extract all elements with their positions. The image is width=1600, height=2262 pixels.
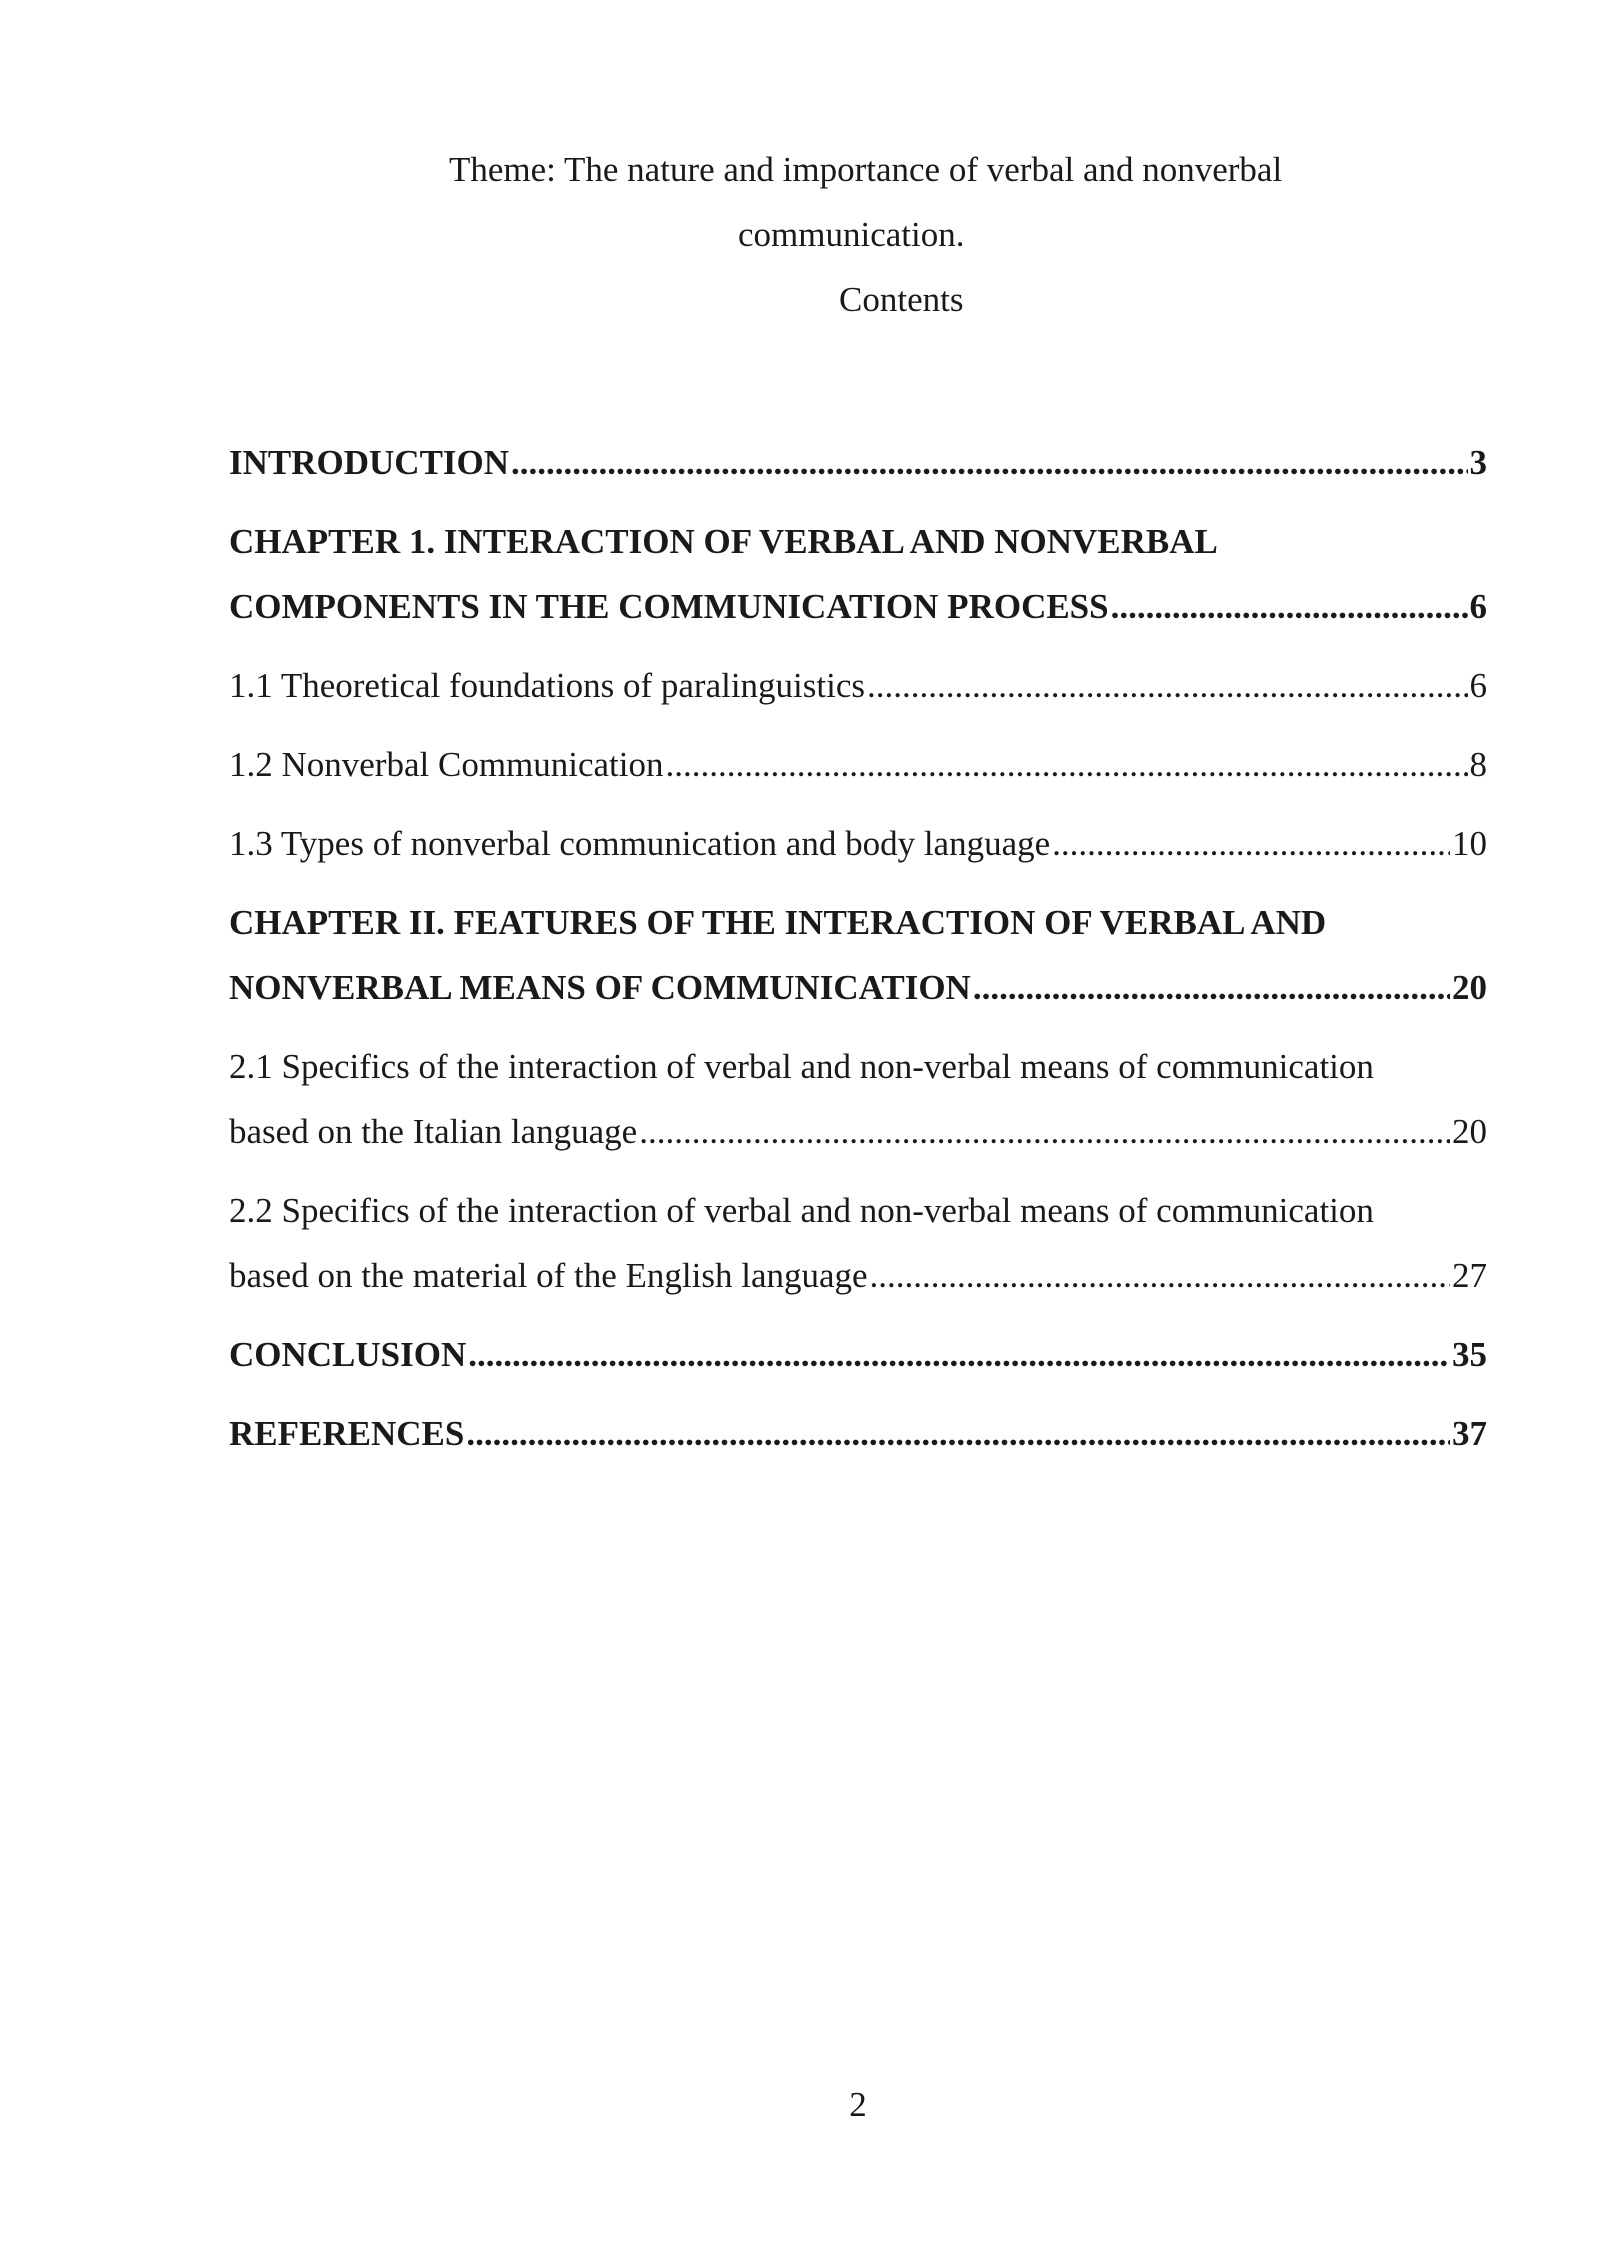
contents-heading: Contents bbox=[839, 280, 964, 319]
toc-entry-title: INTRODUCTION bbox=[229, 443, 510, 482]
toc-entry-text-line: 2.1 Specifics of the interaction of verbal and non-verbal means of communication bbox=[229, 1047, 1374, 1086]
toc-page-number: 35 bbox=[1452, 1335, 1487, 1374]
toc-entry[interactable] bbox=[229, 1322, 1487, 1387]
toc-entry-title: CONCLUSION bbox=[229, 1335, 467, 1374]
theme-title-line-2: communication. bbox=[738, 215, 965, 254]
toc-entry-title: 1.1 Theoretical foundations of paralinguistics bbox=[229, 666, 865, 705]
toc-entry[interactable] bbox=[229, 653, 1487, 718]
toc-page-number: 6 bbox=[1469, 587, 1487, 626]
toc-entry-text-line: 2.2 Specifics of the interaction of verbal and non-verbal means of communication bbox=[229, 1191, 1374, 1230]
toc-entry[interactable] bbox=[229, 430, 1487, 495]
toc-page-number: 3 bbox=[1469, 443, 1487, 482]
toc-entry[interactable] bbox=[229, 1401, 1487, 1466]
dot-leader bbox=[468, 1322, 1450, 1387]
toc-entry[interactable] bbox=[229, 509, 1487, 639]
toc-page-number: 10 bbox=[1452, 824, 1487, 863]
table-of-contents bbox=[229, 430, 1487, 1480]
dot-leader bbox=[867, 653, 1468, 718]
toc-entry-text-line: CHAPTER II. FEATURES OF THE INTERACTION OF VERBAL AND bbox=[229, 903, 1327, 942]
toc-entry[interactable] bbox=[229, 811, 1487, 876]
toc-entry[interactable] bbox=[229, 890, 1487, 1020]
dot-leader bbox=[639, 1099, 1450, 1164]
toc-entry-title: based on the Italian language bbox=[229, 1112, 638, 1151]
toc-entry-title: COMPONENTS IN THE COMMUNICATION PROCESS bbox=[229, 587, 1109, 626]
dot-leader bbox=[1111, 574, 1468, 639]
toc-page-number: 20 bbox=[1452, 1112, 1487, 1151]
toc-entry-title: REFERENCES bbox=[229, 1414, 465, 1453]
dot-leader bbox=[466, 1401, 1450, 1466]
theme-title-line-1: Theme: The nature and importance of verbal and nonverbal bbox=[449, 150, 1283, 189]
toc-entry-text-line: CHAPTER 1. INTERACTION OF VERBAL AND NONVERBAL bbox=[229, 522, 1218, 561]
toc-entry[interactable] bbox=[229, 1178, 1487, 1308]
toc-page-number: 6 bbox=[1469, 666, 1487, 705]
toc-entry-title: based on the material of the English language bbox=[229, 1256, 868, 1295]
toc-entry-title: NONVERBAL MEANS OF COMMUNICATION bbox=[229, 968, 971, 1007]
dot-leader bbox=[666, 732, 1468, 797]
toc-page-number: 8 bbox=[1469, 745, 1487, 784]
page-number: 2 bbox=[849, 2085, 867, 2124]
toc-page-number: 27 bbox=[1452, 1256, 1487, 1295]
dot-leader bbox=[511, 430, 1467, 495]
toc-entry[interactable] bbox=[229, 732, 1487, 797]
dot-leader bbox=[870, 1243, 1450, 1308]
toc-entry-title: 1.3 Types of nonverbal communication and body language bbox=[229, 824, 1051, 863]
toc-entry[interactable] bbox=[229, 1034, 1487, 1164]
dot-leader bbox=[973, 955, 1450, 1020]
dot-leader bbox=[1052, 811, 1450, 876]
toc-page-number: 37 bbox=[1452, 1414, 1487, 1453]
toc-entry-title: 1.2 Nonverbal Communication bbox=[229, 745, 664, 784]
toc-page-number: 20 bbox=[1452, 968, 1487, 1007]
